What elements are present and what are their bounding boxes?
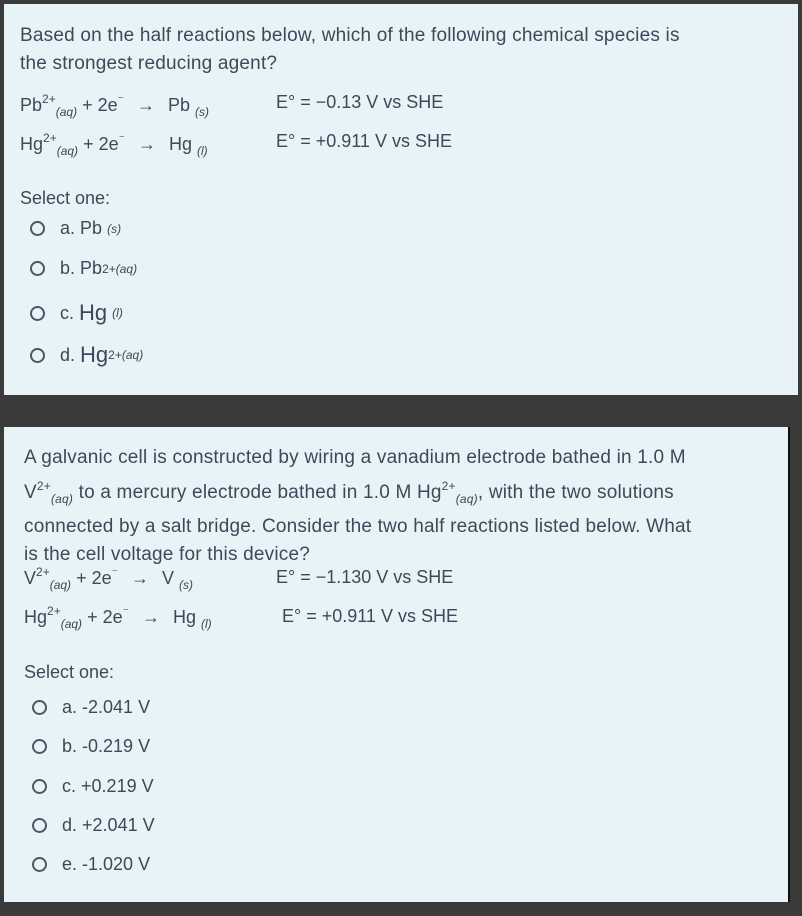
- question-line: is the cell voltage for this device?: [24, 544, 311, 565]
- option-species: Pb: [80, 258, 103, 278]
- option-a[interactable]: [30, 218, 121, 239]
- radio-button[interactable]: [30, 221, 45, 236]
- text-segment: V: [24, 482, 37, 503]
- option-species: Hg: [79, 300, 108, 325]
- arrow-icon: →: [141, 607, 160, 627]
- option-e[interactable]: [32, 854, 150, 875]
- option-letter: a.: [60, 218, 76, 238]
- arrow-icon: →: [136, 95, 155, 115]
- option-letter: d.: [62, 815, 78, 835]
- question-text: [24, 444, 691, 569]
- option-value: -0.219 V: [82, 736, 151, 756]
- radio-button[interactable]: [32, 700, 47, 715]
- standard-potential: E° = −0.13 V vs SHE: [276, 92, 444, 112]
- charge: 2+: [42, 92, 56, 106]
- option-d[interactable]: [30, 342, 143, 368]
- arrow-icon: →: [137, 134, 156, 154]
- question-line: connected by a salt bridge. Consider the two half reactions listed below. What: [24, 516, 692, 537]
- option-value: -2.041 V: [82, 697, 151, 717]
- product: Hg: [172, 607, 196, 627]
- electrons: + 2e: [83, 134, 119, 154]
- radio-button[interactable]: [30, 261, 45, 276]
- reactant: Pb: [20, 95, 43, 115]
- charge: 2+: [36, 565, 50, 579]
- phase: (aq): [49, 578, 72, 592]
- option-letter: c.: [62, 776, 77, 796]
- option-d[interactable]: [32, 815, 155, 836]
- standard-potential: E° = −1.130 V vs SHE: [276, 567, 454, 587]
- question-line: the strongest reducing agent?: [20, 53, 278, 74]
- half-reaction-2: [24, 604, 212, 631]
- question-line: A galvanic cell is constructed by wiring a vanadium electrode bathed in 1.0 M: [24, 447, 686, 468]
- text-segment: to a mercury electrode bathed in 1.0 M Hg: [73, 482, 442, 503]
- standard-potential: E° = +0.911 V vs SHE: [282, 606, 458, 626]
- reactant: Hg: [24, 607, 48, 627]
- charge: 2+: [47, 604, 61, 618]
- product: Hg: [168, 134, 192, 154]
- option-letter: b.: [62, 736, 78, 756]
- option-letter: c.: [60, 302, 75, 323]
- phase: (l): [197, 144, 208, 158]
- phase: (aq): [455, 492, 478, 506]
- option-species: Hg: [80, 342, 109, 367]
- radio-button[interactable]: [32, 739, 47, 754]
- radio-button[interactable]: [32, 779, 47, 794]
- charge: 2+: [108, 348, 122, 362]
- phase: (aq): [55, 105, 78, 119]
- radio-button[interactable]: [30, 348, 45, 363]
- question-line: Based on the half reactions below, which of the following chemical species is: [20, 25, 680, 46]
- select-one-label: Select one:: [24, 662, 115, 682]
- charge: 2+: [102, 261, 116, 276]
- phase: (aq): [60, 617, 83, 631]
- electrons: + 2e: [87, 607, 123, 627]
- option-b[interactable]: [32, 736, 150, 757]
- phase: (s): [195, 105, 210, 119]
- electrons: + 2e: [76, 568, 112, 588]
- text-segment: , with the two solutions: [477, 482, 674, 503]
- question-card-2: [4, 427, 790, 902]
- electron-charge: ⁻: [118, 131, 125, 145]
- charge: 2+: [43, 131, 57, 145]
- reactant: Hg: [20, 134, 44, 154]
- option-value: +2.041 V: [82, 815, 155, 835]
- radio-button[interactable]: [32, 857, 47, 872]
- product: V: [161, 568, 174, 588]
- question-card-1: [4, 4, 798, 395]
- phase: (aq): [115, 261, 138, 276]
- option-letter: e.: [62, 854, 78, 874]
- option-letter: b.: [60, 258, 76, 278]
- product: Pb: [168, 95, 191, 115]
- option-c[interactable]: [30, 300, 123, 326]
- select-one-label: Select one:: [20, 188, 111, 208]
- reactant: V: [24, 568, 37, 588]
- question-text: [20, 22, 680, 78]
- phase: (s): [179, 578, 194, 592]
- phase: (aq): [121, 348, 144, 362]
- question-line: [24, 472, 691, 513]
- phase: (l): [201, 617, 212, 631]
- arrow-icon: →: [130, 568, 149, 588]
- electrons: + 2e: [82, 95, 118, 115]
- option-species: Pb: [80, 218, 103, 238]
- half-reaction-1: [20, 92, 209, 119]
- phase: (l): [112, 306, 123, 320]
- option-value: -1.020 V: [82, 854, 151, 874]
- standard-potential: E° = +0.911 V vs SHE: [276, 131, 452, 151]
- radio-button[interactable]: [30, 306, 45, 321]
- option-letter: d.: [60, 344, 76, 365]
- option-b[interactable]: [30, 258, 137, 279]
- radio-button[interactable]: [32, 818, 47, 833]
- electron-charge: ⁻: [122, 604, 129, 618]
- half-reaction-2: [20, 131, 208, 158]
- phase: (aq): [50, 492, 74, 506]
- phase: (s): [107, 221, 122, 236]
- electron-charge: ⁻: [111, 565, 118, 579]
- electron-charge: ⁻: [117, 92, 124, 106]
- option-c[interactable]: [32, 776, 154, 797]
- charge: 2+: [36, 479, 51, 493]
- charge: 2+: [441, 479, 456, 493]
- phase: (aq): [56, 144, 79, 158]
- option-letter: a.: [62, 697, 78, 717]
- option-value: +0.219 V: [81, 776, 154, 796]
- half-reaction-1: [24, 565, 193, 592]
- option-a[interactable]: [32, 697, 150, 718]
